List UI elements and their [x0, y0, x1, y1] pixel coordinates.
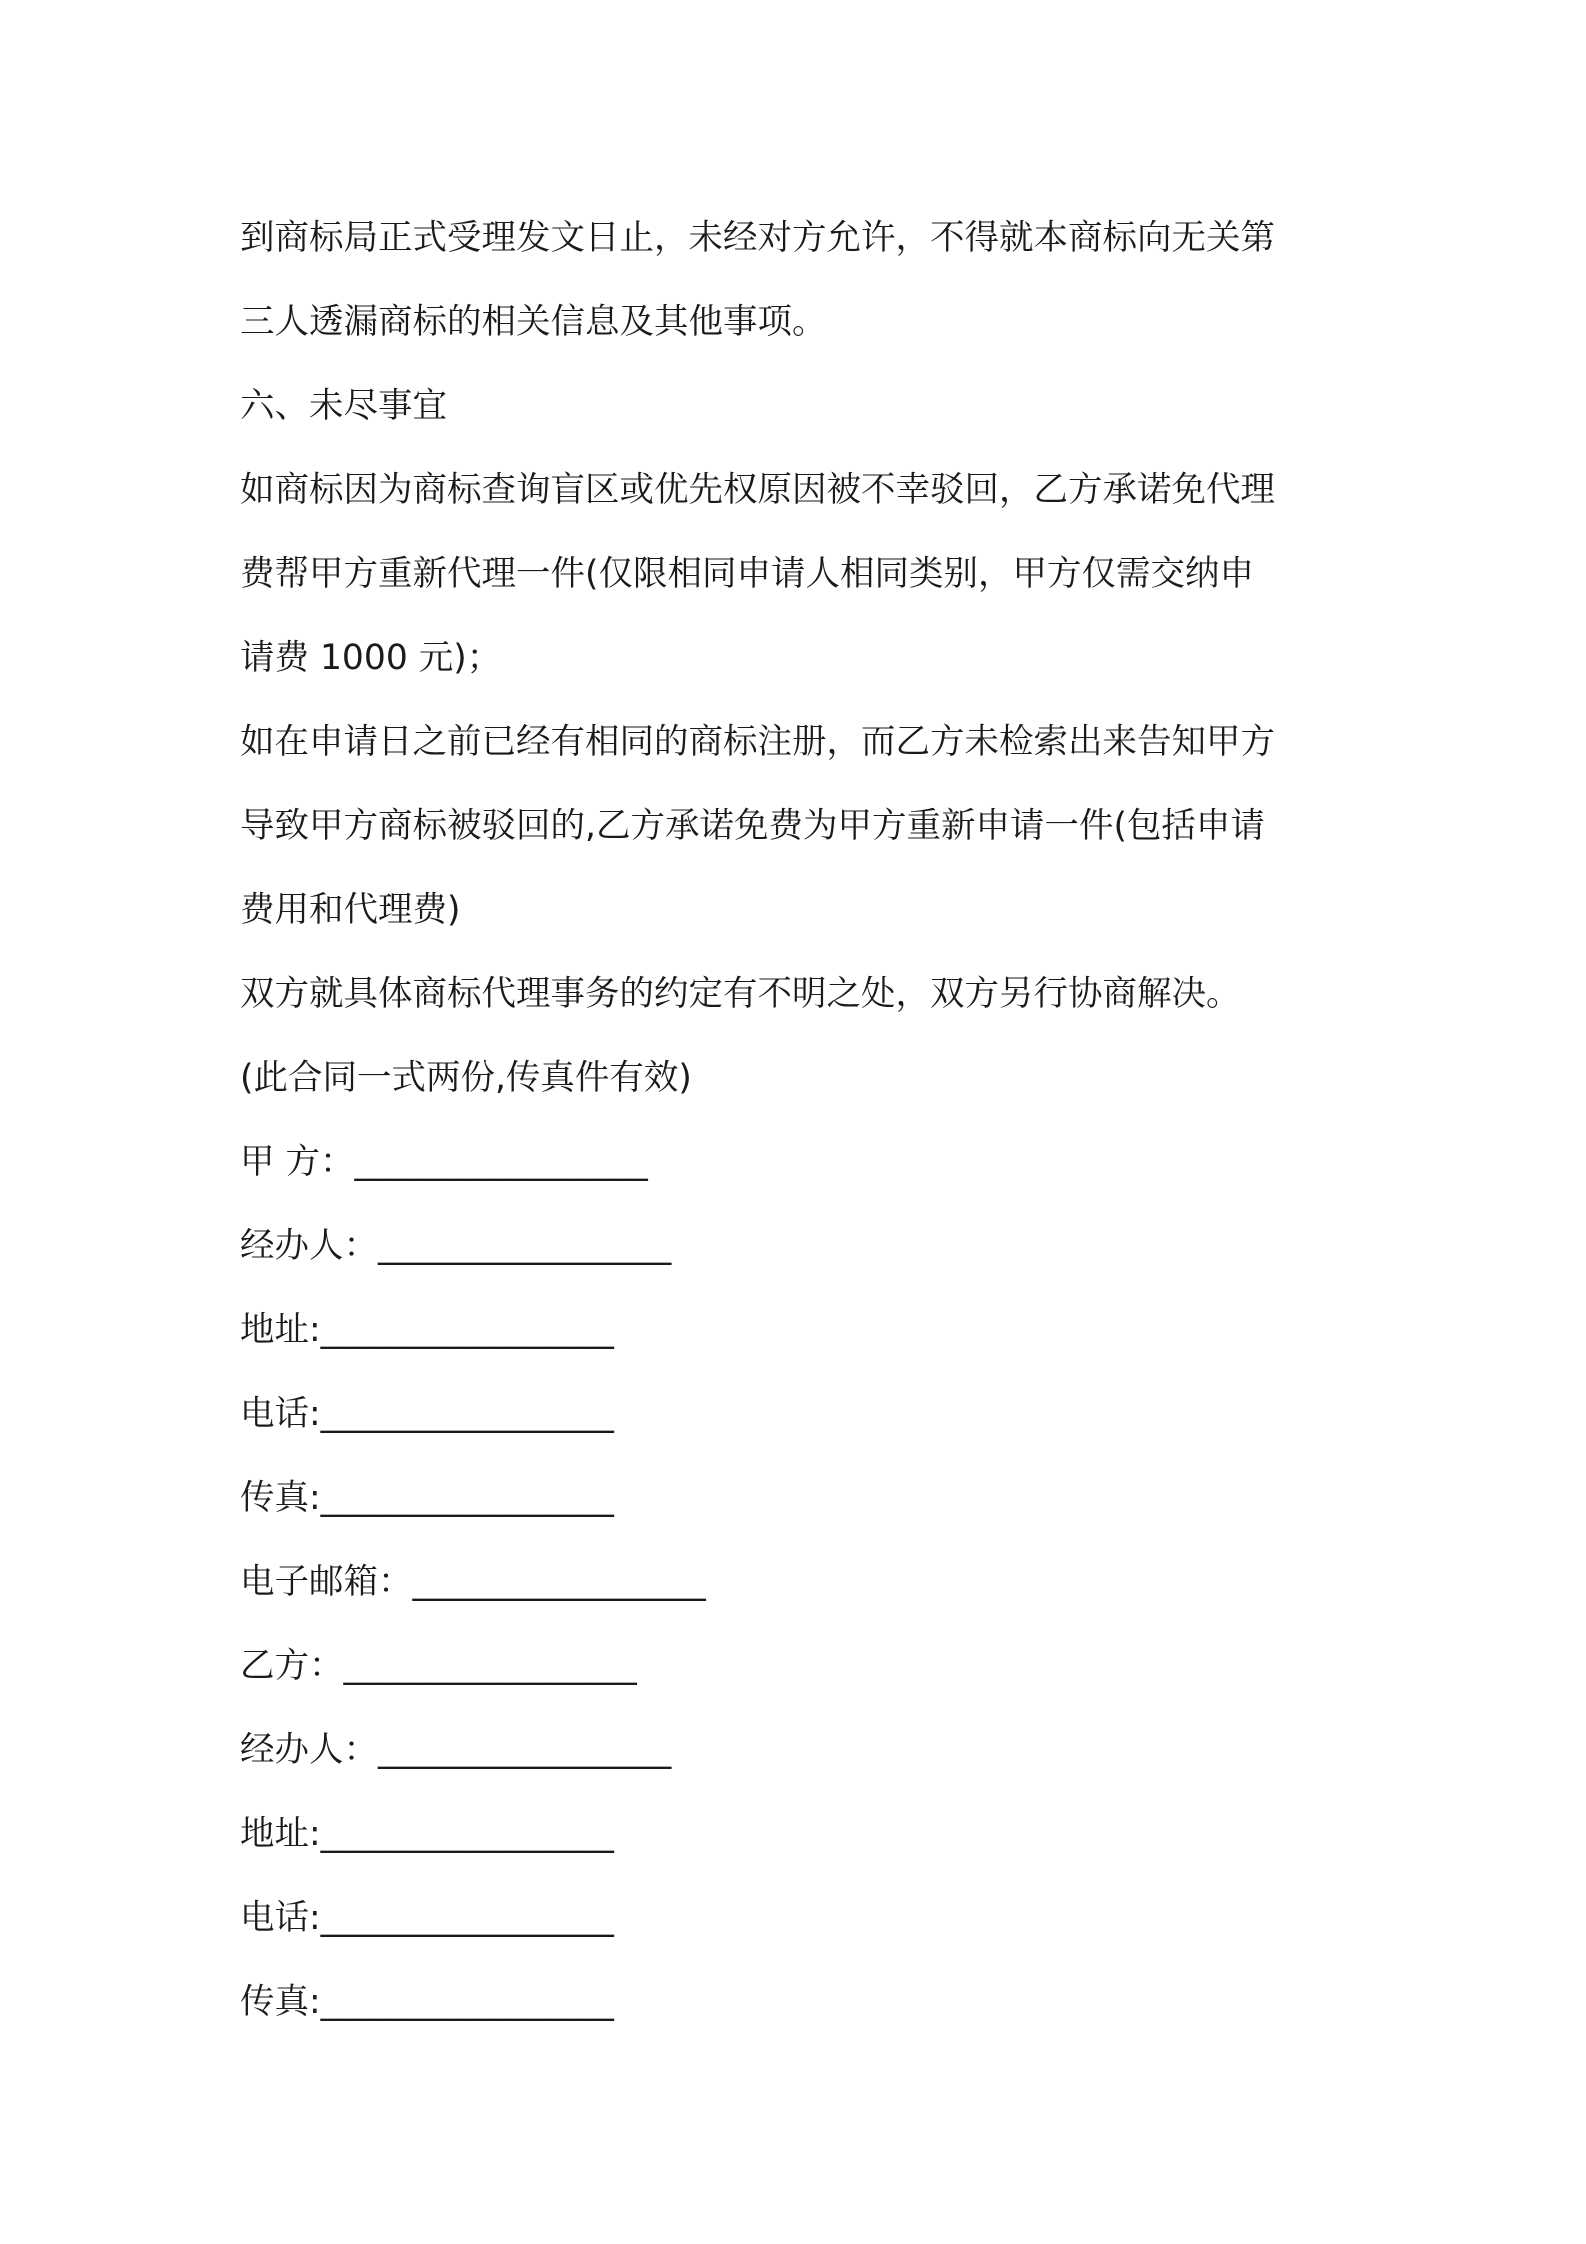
paragraph-line: 导致甲方商标被驳回的,乙方承诺免费为甲方重新申请一件(包括申请: [240, 806, 1265, 846]
party-b-fax-field: 传真:_________________: [240, 1982, 614, 2022]
party-b-address-field: 地址:_________________: [240, 1814, 614, 1854]
party-a-email-field: 电子邮箱：_________________: [240, 1562, 706, 1602]
paragraph-line: 到商标局正式受理发文日止，未经对方允许，不得就本商标向无关第: [240, 218, 1275, 258]
party-b-agent-field: 经办人：_________________: [240, 1730, 672, 1770]
paragraph-line: 三人透漏商标的相关信息及其他事项。: [240, 302, 827, 342]
party-a-fax-field: 传真:_________________: [240, 1478, 614, 1518]
paragraph-line: 费帮甲方重新代理一件(仅限相同申请人相同类别，甲方仅需交纳申: [240, 554, 1254, 594]
party-a-field: 甲 方：_________________: [240, 1142, 648, 1182]
party-a-phone-field: 电话:_________________: [240, 1394, 614, 1434]
party-a-address-field: 地址:_________________: [240, 1310, 614, 1350]
paragraph-line: 双方就具体商标代理事务的约定有不明之处，双方另行协商解决。: [240, 974, 1241, 1014]
paragraph-line: 如商标因为商标查询盲区或优先权原因被不幸驳回，乙方承诺免代理: [240, 470, 1275, 510]
section-heading: 六、未尽事宜: [240, 386, 447, 426]
party-b-field: 乙方：_________________: [240, 1646, 637, 1686]
document-body: [240, 196, 1360, 2044]
paragraph-line: 请费 1000 元)；: [240, 638, 502, 678]
paragraph-line: 如在申请日之前已经有相同的商标注册，而乙方未检索出来告知甲方: [240, 722, 1275, 762]
paragraph-line: 费用和代理费): [240, 890, 461, 930]
paragraph-line: (此合同一式两份,传真件有效): [240, 1058, 692, 1098]
party-b-phone-field: 电话:_________________: [240, 1898, 614, 1938]
party-a-agent-field: 经办人：_________________: [240, 1226, 672, 1266]
